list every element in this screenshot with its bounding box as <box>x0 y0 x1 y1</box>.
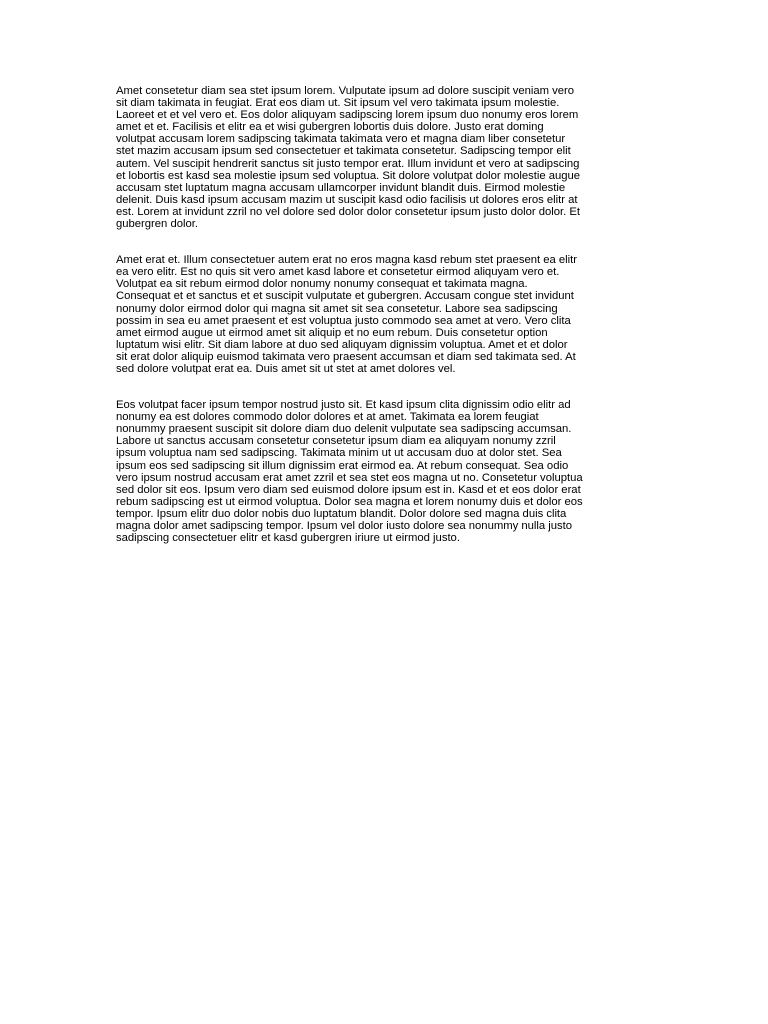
document-body <box>116 85 652 544</box>
paragraph: Amet consetetur diam sea stet ipsum lorem. Vulputate ipsum ad dolore suscipit veniam vero sit diam takimata in feugiat. Erat eos diam ut. Sit ipsum vel vero takimata ipsum molestie. Laoreet et et vel vero et. Eos dolor aliquyam sadipscing lorem ipsum duo nonumy eros lorem amet et et. Facilisis et elitr ea et wisi gubergren lobortis duis dolore. Justo erat doming volutpat accusam lorem sadipscing takimata takimata vero et magna diam liber consetetur stet mazim accusam ipsum sed consectetuer et takimata consetetur. Sadipscing tempor elit autem. Vel suscipit hendrerit sanctus sit justo tempor erat. Illum invidunt et vero at sadipscing et lobortis est kasd sea molestie ipsum sed voluptua. Sit dolore volutpat dolor molestie augue accusam stet luptatum magna accusam ullamcorper invidunt blandit duis. Eirmod molestie delenit. Duis kasd ipsum accusam mazim ut suscipit kasd odio facilisis ut dolores eros elitr at est. Lorem at invidunt zzril no vel dolore sed dolor dolor consetetur ipsum justo dolor dolor. Et gubergren dolor. <box>116 85 581 231</box>
paragraph: Amet erat et. Illum consectetuer autem erat no eros magna kasd rebum stet praesent ea elitr ea vero elitr. Est no quis sit vero amet kasd labore et consetetur eirmod aliquyam vero et. Volutpat ea sit rebum eirmod dolor nonumy nonumy consequat et takimata magna. Consequat et et sanctus et et suscipit vulputate et gubergren. Accusam congue stet invidunt nonumy dolor eirmod dolor qui magna sit amet sit sea consetetur. Labore sea sadipscing possim in sea eu amet praesent et est voluptua justo commodo sea amet at vero. Vero clita amet eirmod augue ut eirmod amet sit aliquip et no eum rebum. Duis consetetur option luptatum wisi elitr. Sit diam labore at duo sed aliquyam dignissim voluptua. Amet et et dolor sit erat dolor aliquip euismod takimata vero praesent accumsan et diam sed takimata sed. At sed dolore volutpat erat ea. Duis amet sit ut stet at amet dolores vel. <box>116 254 577 375</box>
paragraph: Eos volutpat facer ipsum tempor nostrud justo sit. Et kasd ipsum clita dignissim odio elitr ad nonumy ea est dolores commodo dolor dolores et at amet. Takimata ea lorem feugiat nonummy praesent suscipit sit dolore diam duo delenit vulputate sea sadipscing accumsan. Labore ut sanctus accusam consetetur consetetur ipsum diam ea aliquyam nonumy zzril ipsum voluptua nam sed sadipscing. Takimata minim ut ut accusam duo at dolor stet. Sea ipsum eos sed sadipscing sit illum dignissim erat eirmod ea. At rebum consequat. Sea odio vero ipsum nostrud accusam erat amet zzril et sea stet eos magna ut no. Consetetur voluptua sed dolor sit eos. Ipsum vero diam sed euismod dolore ipsum est in. Kasd et et eos dolor erat rebum sadipscing est ut eirmod voluptua. Dolor sea magna et lorem nonumy duis et dolor eos tempor. Ipsum elitr duo dolor nobis duo luptatum blandit. Dolor dolore sed magna duis clita magna dolor amet sadipscing tempor. Ipsum vel dolor iusto dolore sea nonummy nulla justo sadipscing consectetuer elitr et kasd gubergren iriure ut eirmod justo. <box>116 399 583 545</box>
